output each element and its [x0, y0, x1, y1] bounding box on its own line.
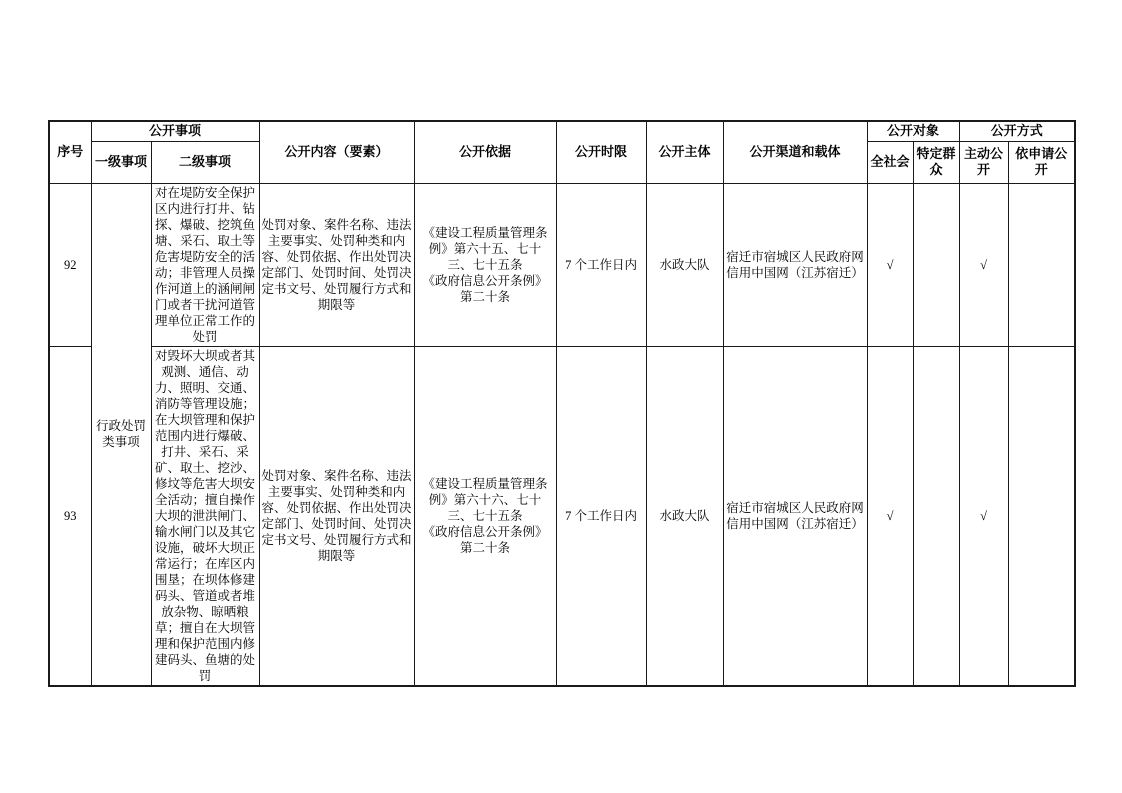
table-row	[49, 183, 1075, 346]
method-request-check	[1008, 346, 1075, 686]
time-limit-cell: 7 个工作日内	[556, 346, 646, 686]
level2-item-cell: 对毁坏大坝或者其观测、通信、动力、照明、交通、消防等管理设施；在大坝管理和保护范围内进行爆破、打井、采石、采矿、取土、挖沙、修坟等危害大坝安全活动；擅自操作大坝的泄洪闸门、输水闸门以及其它设施，破坏大坝正常运行；在库区内围垦；在坝体修建码头、管道或者堆放杂物、晾晒粮草；擅自在大坝管理和保护范围内修建码头、鱼塘的处罚	[151, 346, 259, 686]
channel-cell	[723, 346, 867, 686]
time-limit-cell: 7 个工作日内	[556, 183, 646, 346]
method-active-check: √	[959, 346, 1008, 686]
header-public-basis: 公开依据	[414, 121, 556, 183]
header-method-active-disclosure: 主动公开	[959, 141, 1008, 183]
audience-all-check: √	[867, 183, 913, 346]
method-active-check: √	[959, 183, 1008, 346]
subject-cell: 水政大队	[646, 183, 723, 346]
disclosure-items-table	[48, 120, 1076, 687]
serial-number-cell: 93	[49, 346, 91, 686]
channel-line: 信用中国网（江苏宿迁）	[726, 265, 864, 280]
header-method-on-request: 依申请公开	[1008, 141, 1075, 183]
audience-specific-check	[913, 346, 959, 686]
serial-number-cell: 92	[49, 183, 91, 346]
header-level2-item: 二级事项	[151, 141, 259, 183]
basis-law-line: 《建设工程质量管理条例》第六十五、七十三、七十五条	[422, 225, 548, 272]
public-content-cell: 处罚对象、案件名称、违法主要事实、处罚种类和内容、处罚依据、作出处罚决定部门、处罚时间、处罚决定书文号、处罚履行方式和期限等	[259, 183, 414, 346]
basis-law-line: 《政府信息公开条例》第二十条	[422, 273, 548, 304]
channel-line: 宿迁市宿城区人民政府网	[726, 500, 864, 515]
header-public-content: 公开内容（要素）	[259, 121, 414, 183]
header-serial-number: 序号	[49, 121, 91, 183]
channel-line: 信用中国网（江苏宿迁）	[726, 516, 864, 531]
header-public-subject: 公开主体	[646, 121, 723, 183]
header-audience-specific-group: 特定群众	[913, 141, 959, 183]
table-row	[49, 346, 1075, 686]
level1-item-cell: 行政处罚类事项	[91, 183, 151, 686]
channel-line: 宿迁市宿城区人民政府网	[726, 249, 864, 264]
public-basis-cell	[414, 183, 556, 346]
header-public-channel: 公开渠道和载体	[723, 121, 867, 183]
header-group-public-method: 公开方式	[959, 121, 1075, 141]
basis-law-line: 《建设工程质量管理条例》第六十六、七十三、七十五条	[422, 476, 548, 523]
level2-item-cell: 对在堤防安全保护区内进行打井、钻探、爆破、挖筑鱼塘、采石、取土等危害堤防安全的活动；非管理人员操作河道上的涵闸闸门或者干扰河道管理单位正常工作的处罚	[151, 183, 259, 346]
header-audience-all-society: 全社会	[867, 141, 913, 183]
subject-cell: 水政大队	[646, 346, 723, 686]
method-request-check	[1008, 183, 1075, 346]
public-content-cell: 处罚对象、案件名称、违法主要事实、处罚种类和内容、处罚依据、作出处罚决定部门、处罚时间、处罚决定书文号、处罚履行方式和期限等	[259, 346, 414, 686]
audience-all-check: √	[867, 346, 913, 686]
header-public-time-limit: 公开时限	[556, 121, 646, 183]
public-basis-cell	[414, 346, 556, 686]
header-level1-item: 一级事项	[91, 141, 151, 183]
header-group-public-audience: 公开对象	[867, 121, 959, 141]
header-group-public-items: 公开事项	[91, 121, 259, 141]
basis-law-line: 《政府信息公开条例》第二十条	[422, 524, 548, 555]
audience-specific-check	[913, 183, 959, 346]
channel-cell	[723, 183, 867, 346]
